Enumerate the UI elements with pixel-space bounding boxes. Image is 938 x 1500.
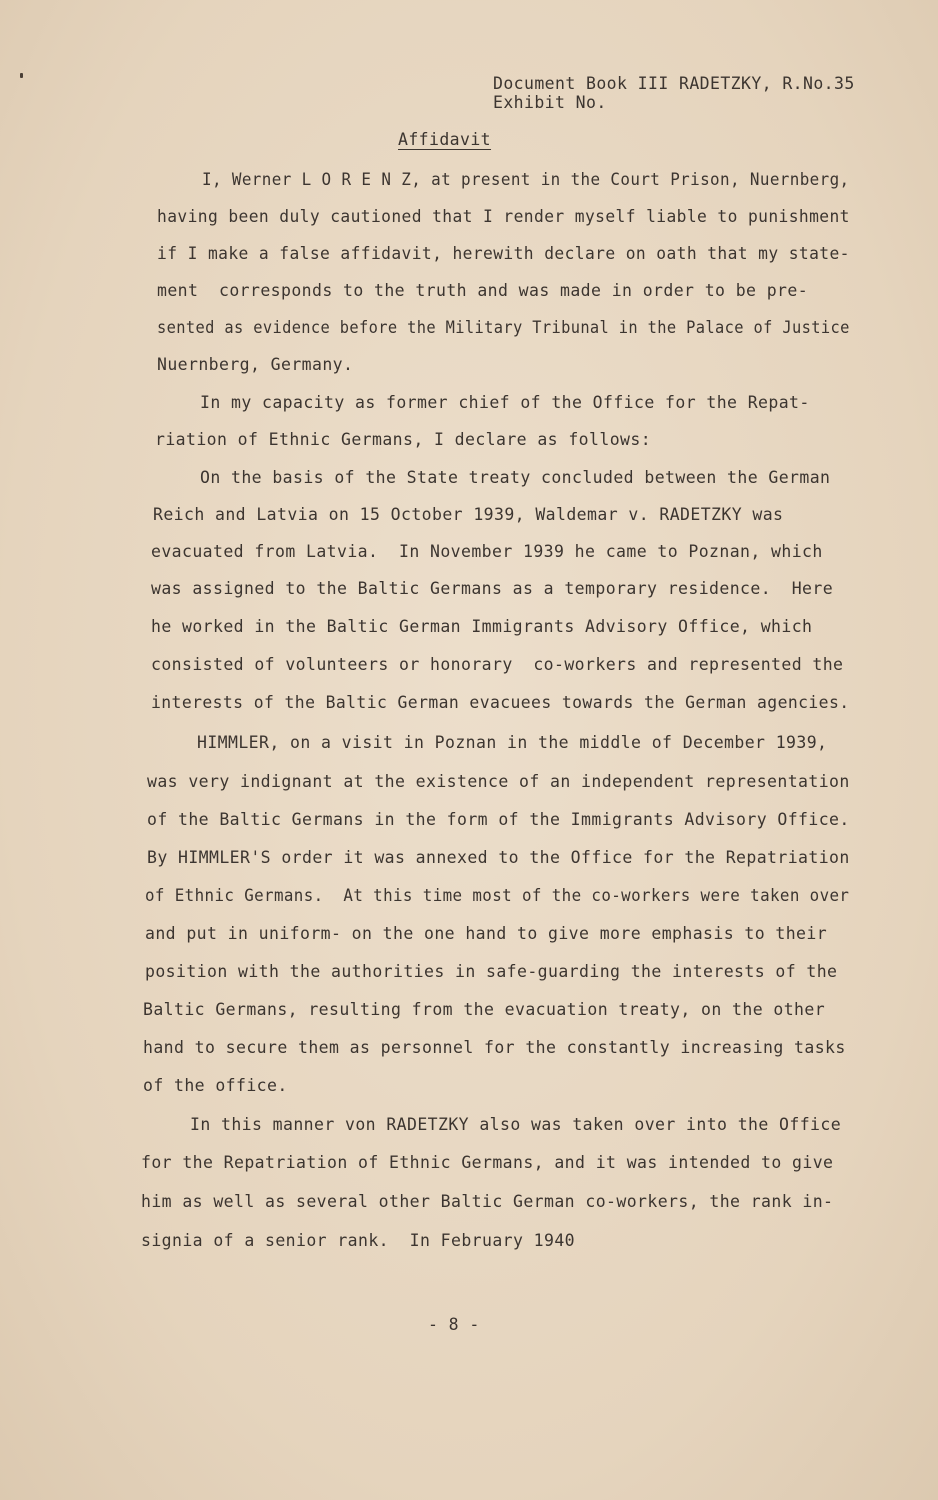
text-line: evacuated from Latvia. In November 1939 he came to Poznan, which [151,542,823,561]
text-line: and put in uniform- on the one hand to give more emphasis to their [145,924,828,943]
text-line: In my capacity as former chief of the Office for the Repat- [200,393,810,412]
text-line: if I make a false affidavit, herewith declare on oath that my state- [157,244,850,263]
text-line: I, Werner L O R E N Z, at present in the Court Prison, Nuernberg, [202,170,850,189]
text-line: was assigned to the Baltic Germans as a temporary residence. Here [151,579,834,598]
text-line: ment corresponds to the truth and was made in order to be pre- [157,281,809,300]
text-line: interests of the Baltic German evacuees towards the German agencies. [151,693,850,712]
text-line: Reich and Latvia on 15 October 1939, Waldemar v. RADETZKY was [153,505,784,524]
text-line: hand to secure them as personnel for the constantly increasing tasks [143,1038,846,1057]
text-line: of the Baltic Germans in the form of the Immigrants Advisory Office. [147,810,850,829]
text-line: of the office. [143,1076,288,1095]
text-line: sented as evidence before the Military Tribunal in the Palace of Justice [157,318,850,337]
text-line: of Ethnic Germans. At this time most of the co-workers were taken over [145,886,850,905]
text-line: Nuernberg, Germany. [157,355,354,374]
text-line: In this manner von RADETZKY also was taken over into the Office [190,1115,842,1134]
text-line: him as well as several other Baltic German co-workers, the rank in- [141,1192,834,1211]
text-line: signia of a senior rank. In February 1940 [141,1231,576,1250]
text-line: On the basis of the State treaty concluded between the German [200,468,831,487]
margin-mark [20,73,23,78]
text-line: he worked in the Baltic German Immigrants Advisory Office, which [151,617,813,636]
text-line: HIMMLER, on a visit in Poznan in the middle of December 1939, [197,733,828,752]
text-line: was very indignant at the existence of an independent representation [147,772,850,791]
text-line: for the Repatriation of Ethnic Germans, and it was intended to give [141,1153,834,1172]
text-line: Baltic Germans, resulting from the evacuation treaty, on the other [143,1000,826,1019]
text-line: position with the authorities in safe-guarding the interests of the [145,962,838,981]
exhibit-number: Exhibit No. [493,93,607,112]
text-line: having been duly cautioned that I render myself liable to punishment [157,207,850,226]
text-line: consisted of volunteers or honorary co-workers and represented the [151,655,844,674]
document-book-reference: Document Book III RADETZKY, R.No.35 [493,74,855,93]
text-line: By HIMMLER'S order it was annexed to the Office for the Repatriation [147,848,850,867]
page-number: - 8 - [428,1315,480,1334]
affidavit-title: Affidavit [398,130,492,149]
text-line: riation of Ethnic Germans, I declare as follows: [155,430,652,449]
